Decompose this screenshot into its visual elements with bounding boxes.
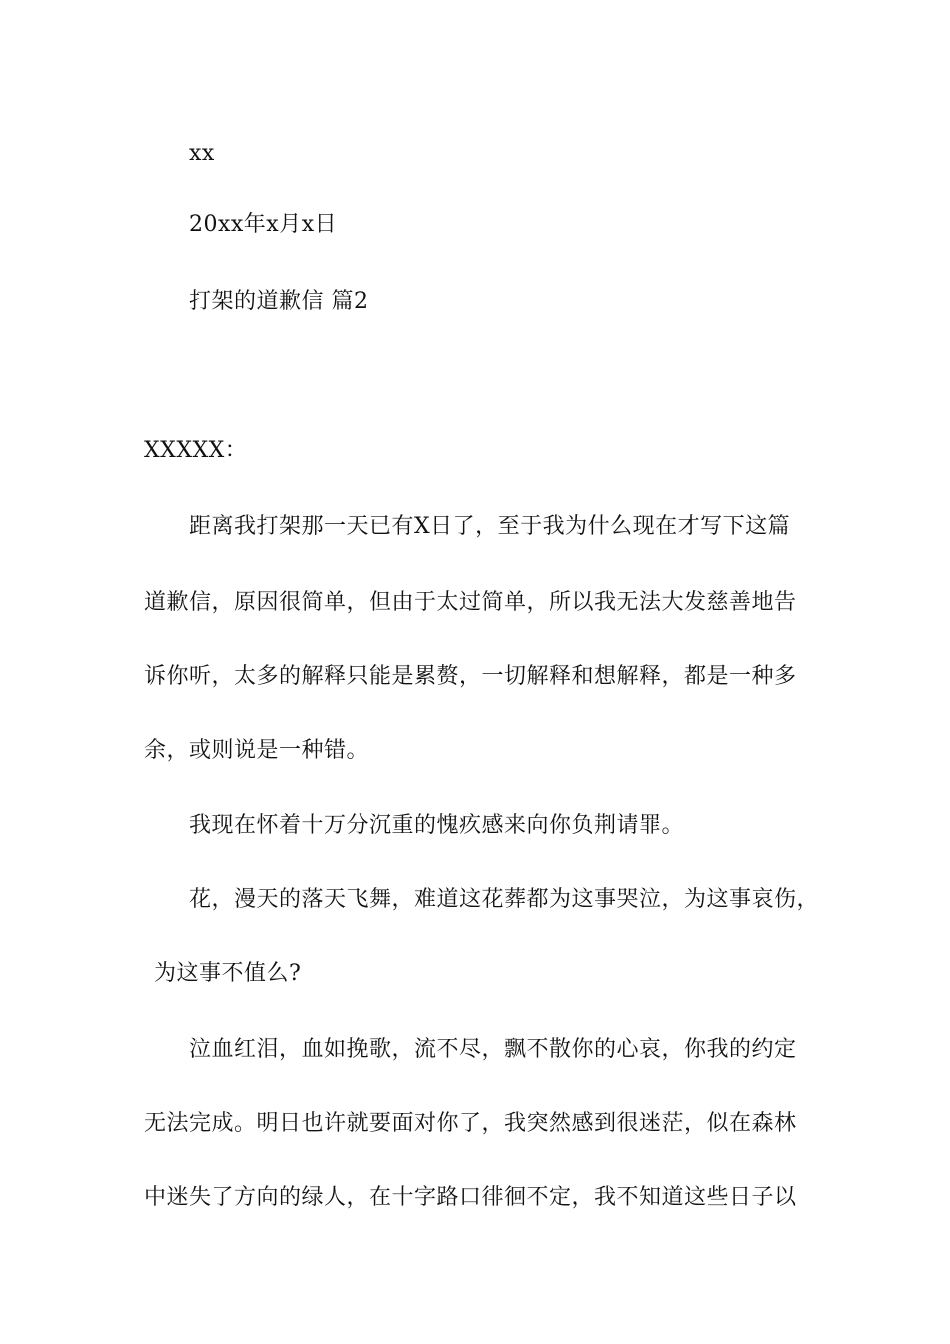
paragraph-line: 距离我打架那一天已有X日了，至于我为什么现在才写下这篇 [189,514,791,539]
paragraph-line: 花，漫天的落天飞舞，难道这花葬都为这事哭泣，为这事哀伤， [189,887,820,912]
paragraph-line: 泣血红泪，血如挽歌，流不尽，飘不散你的心哀，你我的约定 [189,1037,797,1062]
section-heading: 打架的道歉信 篇2 [189,289,369,314]
salutation: XXXXX： [144,438,248,463]
signature-name: xx [189,141,215,166]
paragraph-line: 诉你听，太多的解释只能是累赘，一切解释和想解释，都是一种多 [144,664,797,689]
letter-date: 20xx年x月x日 [189,212,338,237]
paragraph-line: 我现在怀着十万分沉重的愧疚感来向你负荆请罪。 [189,813,685,838]
paragraph-line: 为这事不值么? [154,961,302,986]
paragraph-line: 余，或则说是一种错。 [144,738,370,763]
paragraph-line: 无法完成。明日也许就要面对你了，我突然感到很迷茫，似在森林 [144,1111,797,1136]
paragraph-line: 中迷失了方向的绿人，在十字路口徘徊不定，我不知道这些日子以 [144,1185,797,1210]
paragraph-line: 道歉信，原因很简单，但由于太过简单，所以我无法大发慈善地告 [144,590,797,615]
